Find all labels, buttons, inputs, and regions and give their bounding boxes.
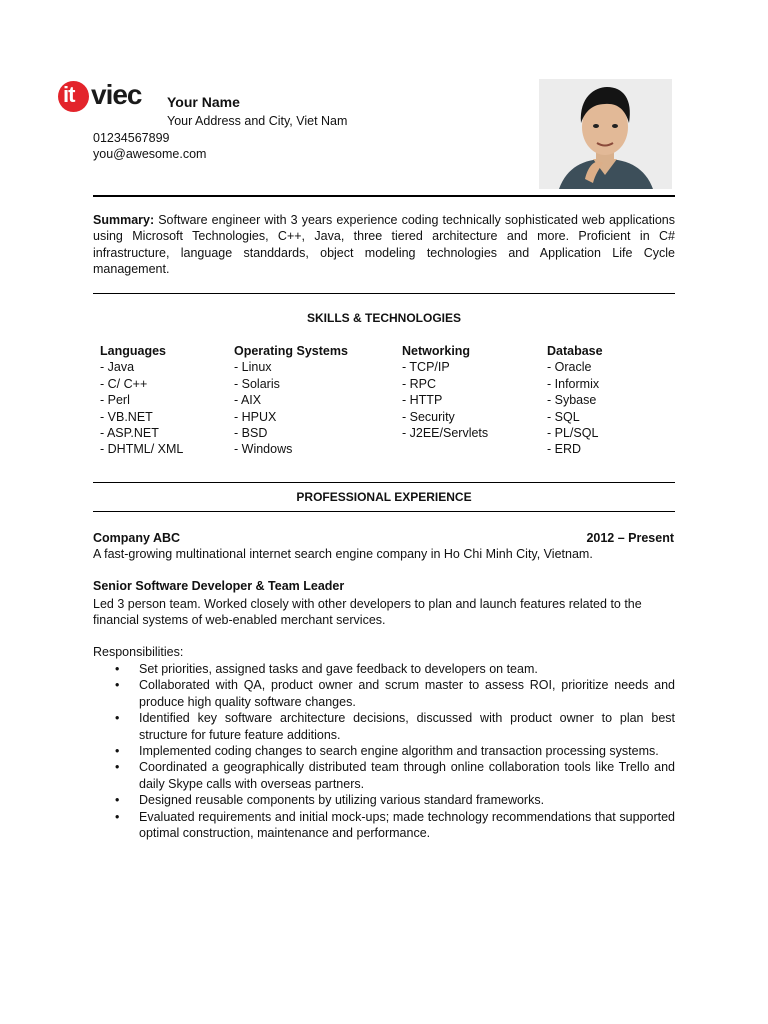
- candidate-name: Your Name: [167, 94, 240, 110]
- skill-item: - Sybase: [547, 392, 603, 408]
- skill-item: - TCP/IP: [402, 359, 488, 375]
- skill-column-heading: Database: [547, 344, 603, 358]
- skill-item: - BSD: [234, 425, 348, 441]
- skill-item: - Java: [100, 359, 183, 375]
- skill-item: - VB.NET: [100, 409, 183, 425]
- responsibility-text: Collaborated with QA, product owner and scrum master to assess ROI, prioritize needs and produce high quality software changes.: [139, 678, 675, 709]
- skill-item: - HTTP: [402, 392, 488, 408]
- skill-item: - Informix: [547, 376, 603, 392]
- skill-item: - HPUX: [234, 409, 348, 425]
- logo-it-text: it: [63, 82, 75, 107]
- responsibility-text: Designed reusable components by utilizing various standard frameworks.: [139, 793, 545, 808]
- experience-top-divider: [93, 482, 675, 483]
- logo-viec-text: viec: [91, 79, 142, 110]
- skill-item: - Windows: [234, 441, 348, 457]
- candidate-email: you@awesome.com: [93, 147, 207, 161]
- bullet-icon: •: [115, 744, 120, 759]
- summary-paragraph: [93, 212, 675, 278]
- profile-photo-illustration: [539, 79, 672, 189]
- bullet-icon: •: [115, 809, 120, 824]
- responsibilities-label: Responsibilities:: [93, 645, 184, 659]
- company-description: A fast-growing multinational internet search engine company in Ho Chi Minh City, Vietnam.: [93, 547, 593, 561]
- skill-item: - Oracle: [547, 359, 603, 375]
- skills-section-title: SKILLS & TECHNOLOGIES: [306, 311, 461, 325]
- summary-divider: [93, 293, 675, 294]
- job-description: Led 3 person team. Worked closely with other developers to plan and launch features related to the financial systems of web-enabled merchant services.: [93, 597, 642, 628]
- list-item: [113, 710, 675, 743]
- header-divider: [93, 195, 675, 197]
- responsibilities-list: [113, 661, 675, 841]
- skill-column-database: [547, 343, 603, 458]
- skill-item: - RPC: [402, 376, 488, 392]
- employment-dates: 2012 – Present: [586, 531, 674, 545]
- skill-column-languages: [100, 343, 183, 458]
- skill-item: - PL/SQL: [547, 425, 603, 441]
- list-item: [113, 759, 675, 792]
- experience-section-title: PROFESSIONAL EXPERIENCE: [296, 490, 472, 504]
- job-title: Senior Software Developer & Team Leader: [93, 579, 345, 593]
- candidate-address: Your Address and City, Viet Nam: [167, 114, 348, 128]
- skill-item: - C/ C++: [100, 376, 183, 392]
- skill-column-heading: Operating Systems: [234, 344, 348, 358]
- bullet-icon: •: [115, 678, 120, 693]
- responsibility-text: Set priorities, assigned tasks and gave feedback to developers on team.: [139, 662, 538, 676]
- bullet-icon: •: [115, 711, 120, 726]
- candidate-phone: 01234567899: [93, 131, 170, 145]
- responsibility-text: Implemented coding changes to search engine algorithm and transaction processing systems.: [139, 744, 659, 759]
- bullet-icon: •: [115, 760, 120, 775]
- list-item: [113, 677, 675, 710]
- skill-item: - J2EE/Servlets: [402, 425, 488, 441]
- skill-column-networking: [402, 343, 488, 441]
- summary-label: Summary:: [93, 213, 155, 227]
- bullet-icon: •: [115, 793, 120, 808]
- experience-bottom-divider: [93, 511, 675, 512]
- skill-item: - ASP.NET: [100, 425, 183, 441]
- list-item: [113, 661, 675, 677]
- profile-photo: [539, 79, 672, 189]
- skill-item: - Security: [402, 409, 488, 425]
- skill-item: - Perl: [100, 392, 183, 408]
- skill-item: - AIX: [234, 392, 348, 408]
- skill-column-heading: Networking: [402, 344, 471, 358]
- summary-text: Software engineer with 3 years experience coding technically sophisticated web applications using Microsoft Technologies, C++, Java, three tiered architecture and more. Proficient in C# infrastructure, language standdards, object modeling technologies and Application Life Cycle management.: [93, 213, 675, 277]
- skill-item: - DHTML/ XML: [100, 441, 183, 457]
- bullet-icon: •: [115, 662, 120, 676]
- responsibility-text: Identified key software architecture decisions, discussed with product owner to plan best structure for future feature additions.: [139, 711, 675, 742]
- responsibility-text: Coordinated a geographically distributed team through online collaboration tools like Trello and daily Skype calls with overseas partners.: [139, 760, 675, 791]
- list-item: [113, 792, 675, 808]
- responsibility-text: Evaluated requirements and initial mock-ups; made technology recommendations that supported optimal construction, maintenance and performance.: [139, 809, 675, 841]
- list-item: [113, 809, 675, 842]
- skill-item: - SQL: [547, 409, 603, 425]
- skill-item: - Solaris: [234, 376, 348, 392]
- itviec-logo: [58, 80, 152, 114]
- skill-item: - Linux: [234, 359, 348, 375]
- list-item: [113, 743, 675, 759]
- company-name: Company ABC: [93, 531, 181, 545]
- skill-item: - ERD: [547, 441, 603, 457]
- skill-column-operating-systems: [234, 343, 348, 458]
- skill-column-heading: Languages: [100, 344, 166, 358]
